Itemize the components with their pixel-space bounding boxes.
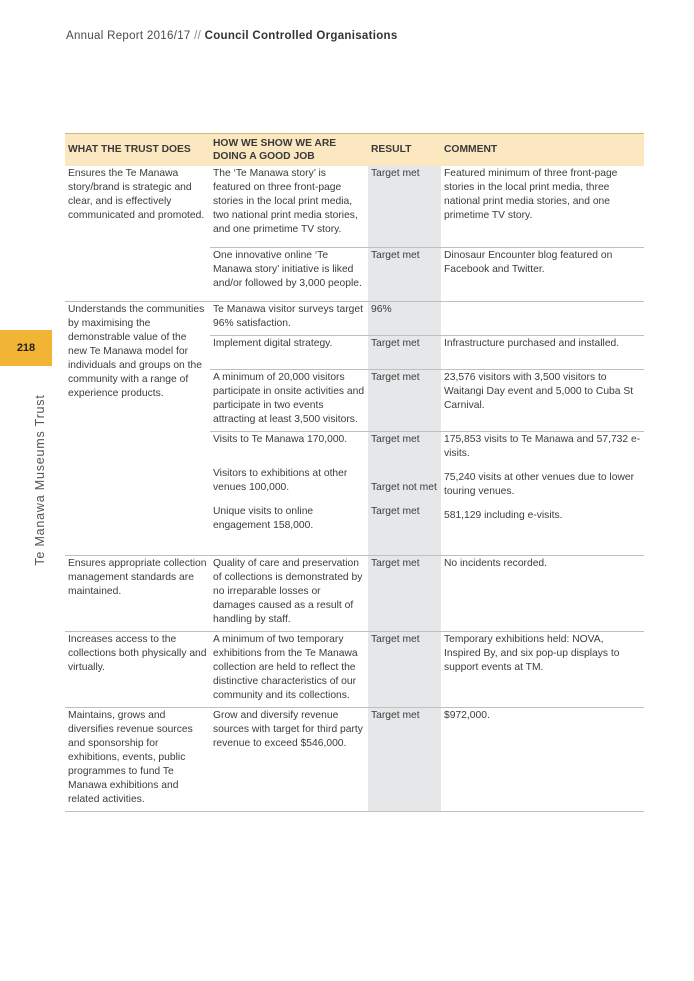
table-row xyxy=(65,556,644,632)
cell-result xyxy=(368,432,441,556)
cell-result: Target met xyxy=(368,370,441,432)
cell-measure xyxy=(210,432,368,556)
cell-measure: Quality of care and preservation of collections is demonstrated by no irreparable losses or damages caused as a result of handling by staff. xyxy=(210,556,368,632)
column-header-result: RESULT xyxy=(368,134,441,167)
report-title: Annual Report 2016/17 xyxy=(66,30,191,42)
column-header-comment: COMMENT xyxy=(441,134,644,167)
cell-comment: Temporary exhibitions held: NOVA, Inspired By, and six pop-up displays to support events at TM. xyxy=(441,632,644,708)
comment-line: 581,129 including e-visits. xyxy=(444,510,563,521)
cell-comment xyxy=(441,302,644,336)
cell-result: Target met xyxy=(368,336,441,370)
column-header-what-trust-does: WHAT THE TRUST DOES xyxy=(65,134,210,167)
comment-line: 175,853 visits to Te Manawa and 57,732 e-visits. xyxy=(444,434,641,459)
cell-measure: A minimum of 20,000 visitors participate in onsite activities and participate in two events attracting at least 3,500 visitors. xyxy=(210,370,368,432)
table-row xyxy=(65,302,644,336)
comment-line: 75,240 visits at other venues due to lower touring venues. xyxy=(444,472,635,497)
cell-what-trust-does: Maintains, grows and diversifies revenue sources and sponsorship for exhibitions, events, public programmes to fund Te Manawa exhibitions and related activities. xyxy=(65,708,210,812)
running-header xyxy=(66,30,398,42)
cell-measure: Te Manawa visitor surveys target 96% satisfaction. xyxy=(210,302,368,336)
cell-what-trust-does: Ensures appropriate collection management standards are maintained. xyxy=(65,556,210,632)
cell-what-trust-does: Increases access to the collections both physically and virtually. xyxy=(65,632,210,708)
table-row xyxy=(65,632,644,708)
cell-result: Target met xyxy=(368,556,441,632)
cell-measure: One innovative online ‘Te Manawa story’ initiative is liked and/or followed by 3,000 people. xyxy=(210,248,368,302)
cell-result: Target met xyxy=(368,166,441,248)
cell-measure: Grow and diversify revenue sources with target for third party revenue to exceed $546,000. xyxy=(210,708,368,812)
cell-result: Target met xyxy=(368,632,441,708)
cell-result: Target met xyxy=(368,708,441,812)
table-header-row xyxy=(65,134,644,167)
column-header-how-we-show: HOW WE SHOW WE ARE DOING A GOOD JOB xyxy=(210,134,368,167)
result-line: Target not met xyxy=(371,482,437,493)
cell-result: Target met xyxy=(368,248,441,302)
cell-comment: Dinosaur Encounter blog featured on Facebook and Twitter. xyxy=(441,248,644,302)
header-separator: // xyxy=(194,30,202,42)
performance-table xyxy=(65,133,644,812)
table-row xyxy=(65,166,644,248)
cell-comment: 23,576 visitors with 3,500 visitors to Waitangi Day event and 5,000 to Cuba St Carnival. xyxy=(441,370,644,432)
cell-measure: The ‘Te Manawa story’ is featured on three front-page stories in the local print media, two national print media stories, and one primetime TV story. xyxy=(213,168,358,235)
organisation-name: Te Manawa Museums Trust xyxy=(33,394,47,566)
table-row xyxy=(65,708,644,812)
cell-comment: Infrastructure purchased and installed. xyxy=(441,336,644,370)
result-line: Target met xyxy=(371,506,420,517)
cell-result: 96% xyxy=(368,302,441,336)
cell-comment xyxy=(441,432,644,556)
side-label xyxy=(32,395,48,565)
result-line: Target met xyxy=(371,434,420,445)
cell-what-trust-does: Understands the communities by maximising the demonstrable value of the new Te Manawa model for individuals and groups on the community with a range of experience products. xyxy=(65,302,210,556)
page-number: 218 xyxy=(16,342,36,354)
cell-measure: Implement digital strategy. xyxy=(210,336,368,370)
cell-comment: $972,000. xyxy=(441,708,644,812)
cell-what-trust-does: Ensures the Te Manawa story/brand is strategic and clear, and is effectively communicated and promoted. xyxy=(68,168,205,221)
cell-comment: Featured minimum of three front-page stories in the local print media, three national print media stories, and one primetime TV story. xyxy=(444,168,618,221)
page-number-tab xyxy=(0,330,52,366)
cell-comment: No incidents recorded. xyxy=(441,556,644,632)
measure-line: Visitors to exhibitions at other venues 100,000. xyxy=(213,468,348,493)
measure-line: Unique visits to online engagement 158,000. xyxy=(213,506,314,531)
cell-measure: A minimum of two temporary exhibitions from the Te Manawa collection are held to reflect the distinctive characteristics of our community and its collections. xyxy=(210,632,368,708)
section-title: Council Controlled Organisations xyxy=(204,30,398,42)
measure-line: Visits to Te Manawa 170,000. xyxy=(213,434,348,445)
